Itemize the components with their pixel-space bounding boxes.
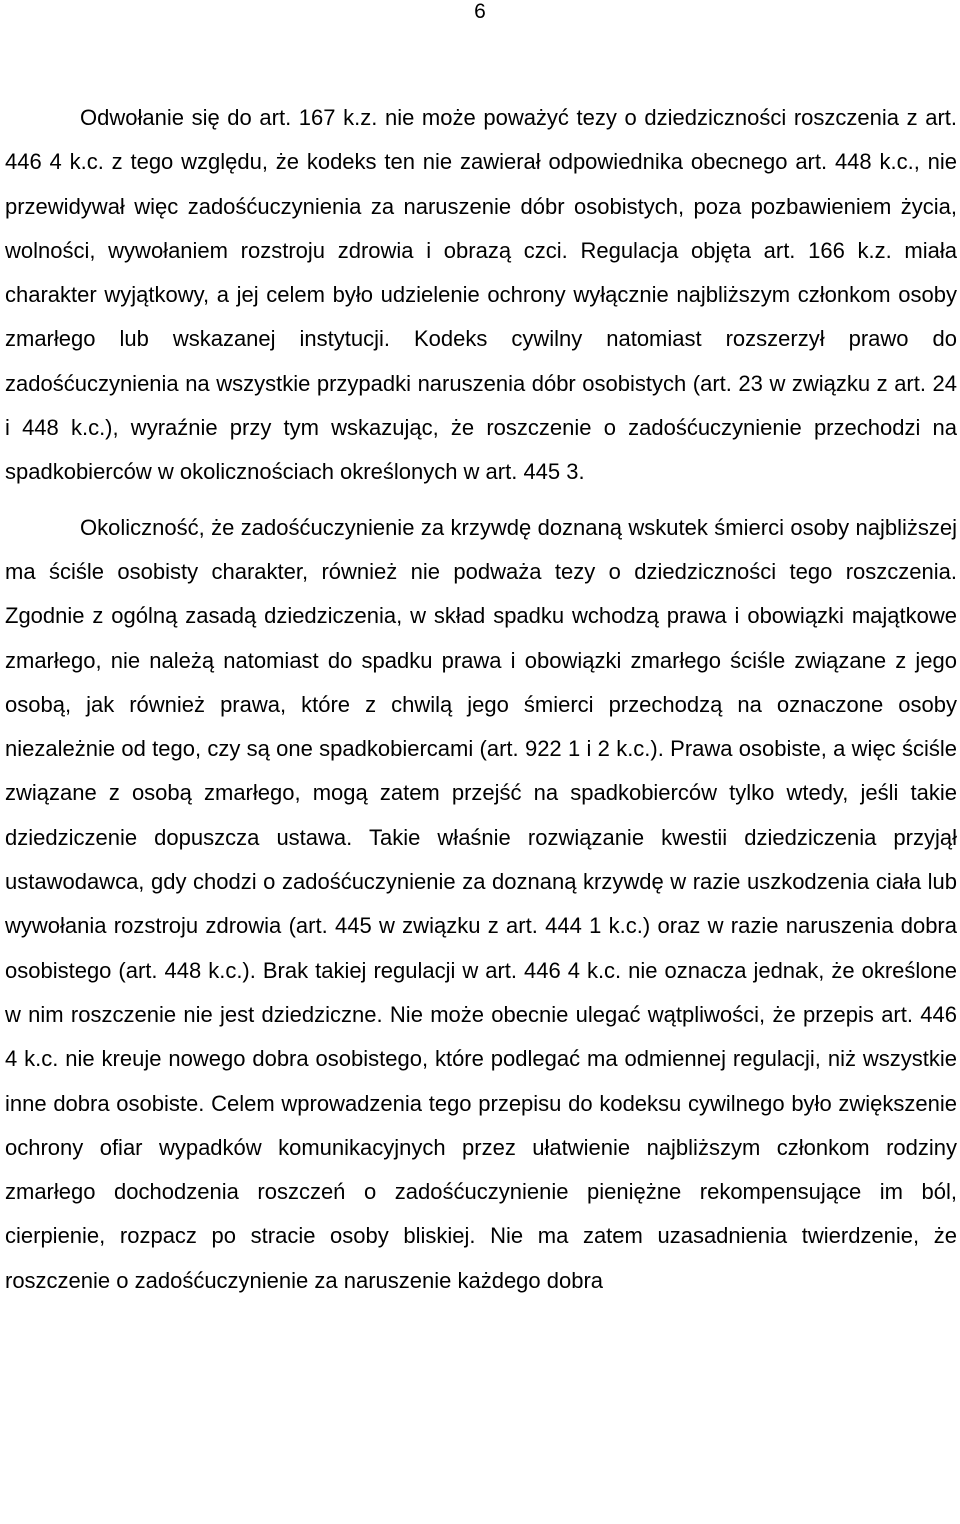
page-number: 6: [474, 0, 486, 23]
paragraph: Odwołanie się do art. 167 k.z. nie może poważyć tezy o dziedziczności roszczenia z art. 446 4 k.c. z tego względu, że kodeks ten nie zawierał odpowiednika obecnego art. 448 k.c., nie przewidywał więc zadośćuczynienia za naruszenie dóbr osobistych, poza pozbawieniem życia, wolności, wywołaniem rozstroju zdrowia i obrazą czci. Regulacja objęta art. 166 k.z. miała charakter wyjątkowy, a jej celem było udzielenie ochrony wyłącznie najbliższym członkom osoby zmarłego lub wskazanej instytucji. Kodeks cywilny natomiast rozszerzył prawo do zadośćuczynienia na wszystkie przypadki naruszenia dóbr osobistych (art. 23 w związku z art. 24 i 448 k.c.), wyraźnie przy tym wskazując, że roszczenie o zadośćuczynienie przechodzi na spadkobierców w okolicznościach określonych w art. 445 3.: [5, 105, 957, 485]
paragraph: Okoliczność, że zadośćuczynienie za krzywdę doznaną wskutek śmierci osoby najbliższej ma ściśle osobisty charakter, również nie podważa tezy o dziedziczności tego roszczenia. Zgodnie z ogólną zasadą dziedziczenia, w skład spadku wchodzą prawa i obowiązki majątkowe zmarłego, nie należą natomiast do spadku prawa i obowiązki zmarłego ściśle związane z jego osobą, jak również prawa, które z chwilą jego śmierci przechodzą na oznaczone osoby niezależnie od tego, czy są one spadkobiercami (art. 922 1 i 2 k.c.). Prawa osobiste, a więc ściśle związane z osobą zmarłego, mogą zatem przejść na spadkobierców tylko wtedy, jeśli takie dziedziczenie dopuszcza ustawa. Takie właśnie rozwiązanie kwestii dziedziczenia przyjął ustawodawca, gdy chodzi o zadośćuczynienie za doznaną krzywdę w razie uszkodzenia ciała lub wywołania rozstroju zdrowia (art. 445 w związku z art. 444 1 k.c.) oraz w razie naruszenia dobra osobistego (art. 448 k.c.). Brak takiej regulacji w art. 446 4 k.c. nie oznacza jednak, że określone w nim roszczenie nie jest dziedziczne. Nie może obecnie ulegać wątpliwości, że przepis art. 446 4 k.c. nie kreuje nowego dobra osobistego, które podlegać ma odmiennej regulacji, niż wszystkie inne dobra osobiste. Celem wprowadzenia tego przepisu do kodeksu cywilnego było zwiększenie ochrony ofiar wypadków komunikacyjnych przez ułatwienie najbliższym członkom rodziny zmarłego dochodzenia roszczeń o zadośćuczynienie pieniężne rekompensujące im ból, cierpienie, rozpacz po stracie osoby bliskiej. Nie ma zatem uzasadnienia twierdzenie, że roszczenie o zadośćuczynienie za naruszenie każdego dobra: [5, 514, 957, 1293]
document-body: [5, 96, 957, 1303]
